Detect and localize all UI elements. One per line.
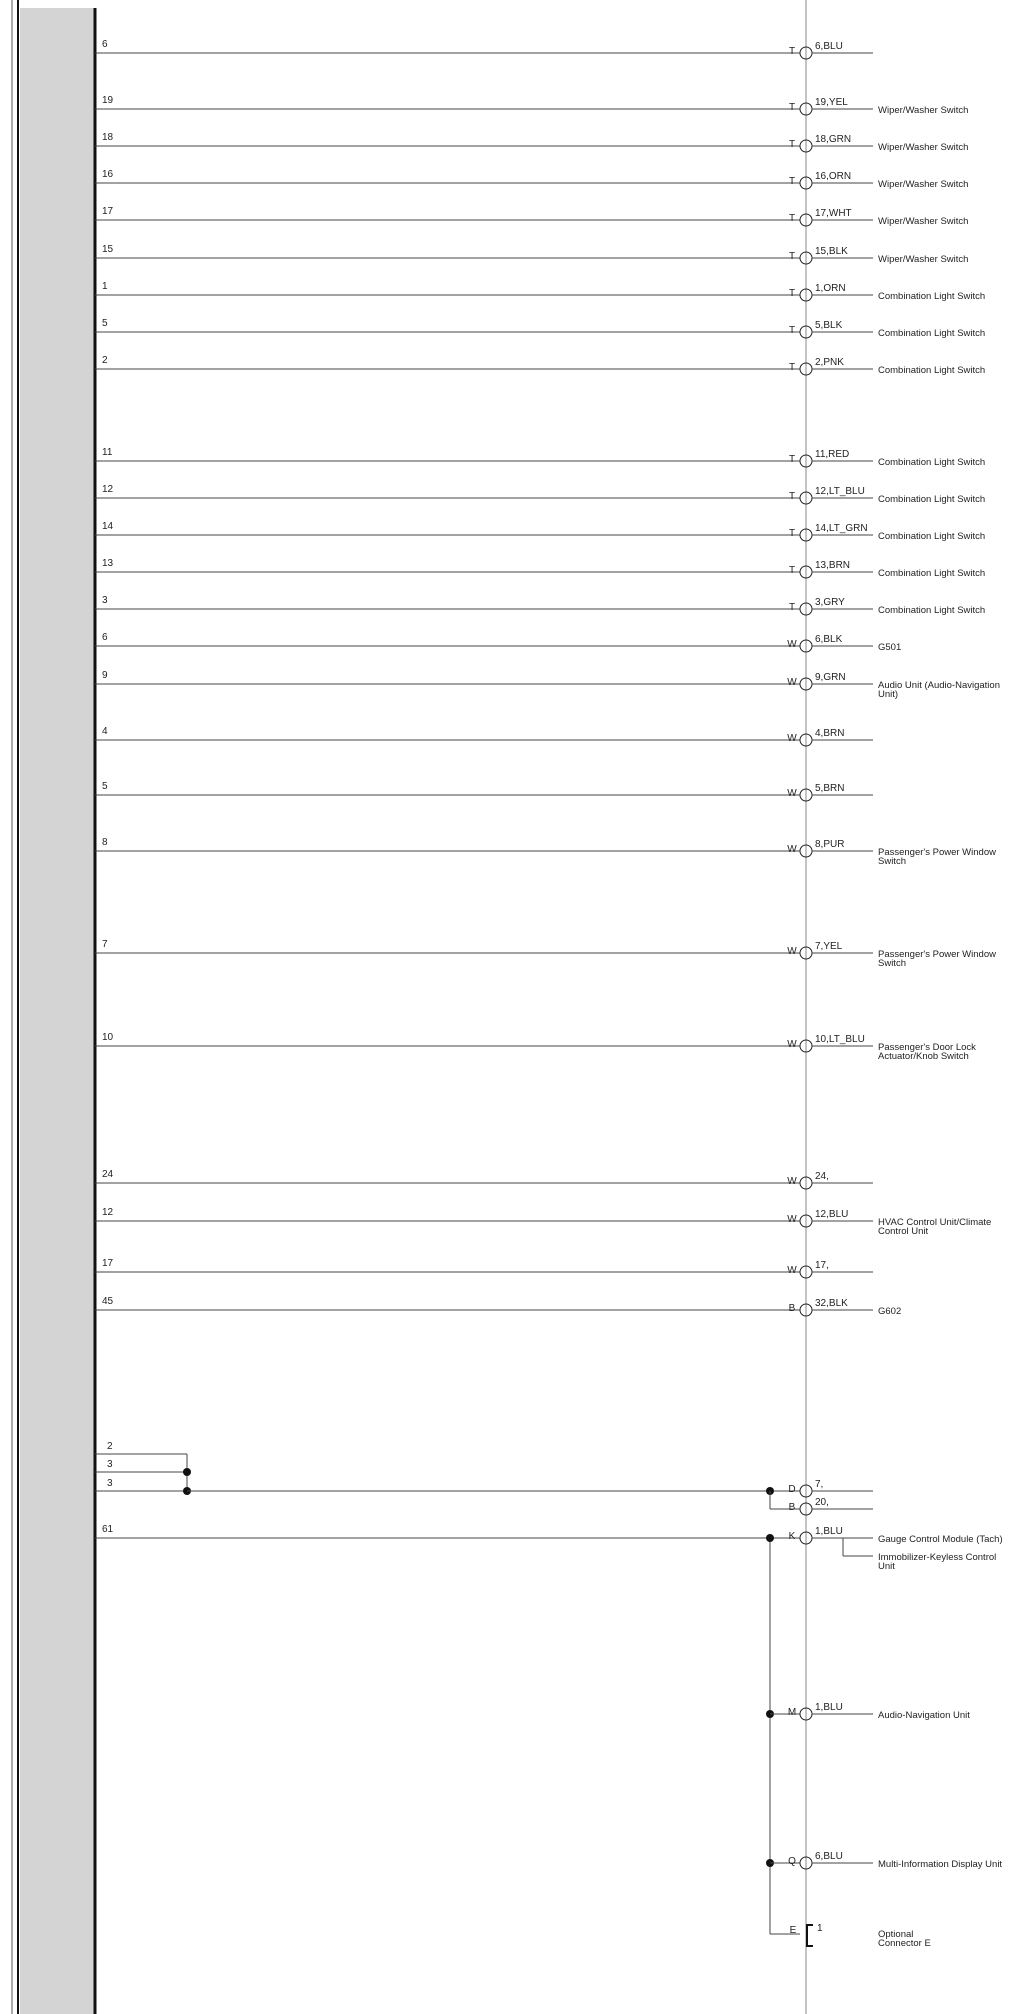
pin-number: 7 <box>102 939 108 950</box>
connector-symbol <box>800 252 806 264</box>
pin-number: 12 <box>102 1207 114 1218</box>
component-label: Audio-Navigation Unit <box>878 1710 970 1721</box>
wire-row <box>95 206 968 227</box>
pin-number: 17 <box>102 1258 114 1269</box>
pin-number: 6 <box>102 632 108 643</box>
component-label: Passenger's Power Window <box>878 847 996 858</box>
connector-symbol <box>800 845 806 857</box>
component-label: Passenger's Power Window <box>878 949 996 960</box>
connector-letter: K <box>788 1531 796 1542</box>
connector-symbol <box>800 214 806 226</box>
connector-symbol <box>800 1485 806 1497</box>
wire-color-label: 12,BLU <box>815 1209 849 1220</box>
wire-row <box>95 726 873 746</box>
wire-row <box>95 447 985 468</box>
splice-dot <box>766 1534 774 1542</box>
component-label: Combination Light Switch <box>878 365 986 376</box>
component-label: Connector E <box>878 1938 931 1949</box>
connector-letter: B <box>788 1502 796 1513</box>
joined-pin <box>95 1459 187 1472</box>
connector-letter: W <box>787 677 797 688</box>
pin-number: 9 <box>102 670 108 681</box>
splice-layer <box>95 1441 873 1515</box>
connector-symbol <box>800 326 806 338</box>
wire-color-label: 16,ORN <box>815 171 852 182</box>
connector-symbol <box>800 1532 806 1544</box>
wire-row <box>95 132 968 153</box>
pin-number: 3 <box>102 595 108 606</box>
pin-number: 2 <box>102 355 108 366</box>
module-block <box>12 0 95 2014</box>
wire-row <box>95 837 996 867</box>
pin-number: 6 <box>102 39 108 50</box>
wire-color-label: 13,BRN <box>815 560 851 571</box>
pin-number: 5 <box>102 781 108 792</box>
wire-row <box>95 1207 991 1237</box>
bus-connector <box>766 1702 970 1721</box>
pin-number: 10 <box>102 1032 114 1043</box>
component-label: G501 <box>878 642 902 653</box>
connector-symbol <box>800 1857 806 1869</box>
connector-symbol <box>800 640 806 652</box>
component-label: Combination Light Switch <box>878 494 986 505</box>
connector-symbol <box>800 1304 806 1316</box>
pin-number: 15 <box>102 244 114 255</box>
connector-symbol <box>800 1266 806 1278</box>
connector-letter: T <box>788 46 796 57</box>
pin-number: 14 <box>102 521 114 532</box>
wire-color-label: 20, <box>815 1497 829 1508</box>
component-label: Wiper/Washer Switch <box>878 105 969 116</box>
component-label: HVAC Control Unit/Climate <box>878 1217 992 1228</box>
wire-row <box>95 1169 873 1189</box>
wire-color-label: 32,BLK <box>815 1298 848 1309</box>
component-label: Wiper/Washer Switch <box>878 179 969 190</box>
connector-letter: D <box>788 1484 796 1495</box>
wire-color-label: 5,BLK <box>815 320 843 331</box>
component-label: Wiper/Washer Switch <box>878 216 969 227</box>
splice-connector <box>789 1497 873 1515</box>
splice-connector <box>788 1479 873 1497</box>
wire-row <box>95 244 968 265</box>
component-label: Unit <box>878 1561 895 1572</box>
connector-symbol <box>800 177 806 189</box>
connector-symbol <box>800 289 806 301</box>
pin-number: 5 <box>102 318 108 329</box>
connector-letter: E <box>789 1925 797 1936</box>
connector-symbol <box>800 678 806 690</box>
bus-connector <box>766 1526 1003 1545</box>
splice-dot <box>183 1468 191 1476</box>
pin-number: 3 <box>107 1478 113 1489</box>
connector-letter: T <box>788 176 796 187</box>
joined-pin <box>95 1441 187 1454</box>
pin-number: 2 <box>107 1441 113 1452</box>
connector-symbol <box>800 789 806 801</box>
connector-letter: T <box>788 213 796 224</box>
connector-letter: W <box>787 1214 797 1225</box>
connector-letter: T <box>788 454 796 465</box>
pin-number: 12 <box>102 484 114 495</box>
connector-symbol <box>800 566 806 578</box>
wire-row <box>95 670 1000 700</box>
wire-row <box>95 632 901 653</box>
pin-number: 17 <box>102 206 114 217</box>
connector-letter: T <box>788 251 796 262</box>
connector-symbol <box>800 1040 806 1052</box>
wire-row <box>95 781 873 801</box>
connector-letter: M <box>787 1707 797 1718</box>
wire-color-label: 19,YEL <box>815 97 848 108</box>
connector-letter: T <box>788 565 796 576</box>
connector-symbol <box>800 492 806 504</box>
wire-color-label: 9,GRN <box>815 672 846 683</box>
wire-color-label: 7,YEL <box>815 941 843 952</box>
wire-color-label: 6,BLU <box>815 1851 843 1862</box>
wire-color-label: 10,LT_BLU <box>815 1034 865 1045</box>
wire-color-label: 1,BLU <box>815 1526 843 1537</box>
connector-letter: W <box>787 1039 797 1050</box>
wire-color-label: 7, <box>815 1479 824 1490</box>
connector-symbol <box>800 140 806 152</box>
wire-color-label: 12,LT_BLU <box>815 486 865 497</box>
connector-symbol <box>800 1708 806 1720</box>
component-label: Combination Light Switch <box>878 568 986 579</box>
wire-row <box>95 1032 976 1062</box>
connector-letter: T <box>788 362 796 373</box>
wire-color-label: 14,LT_GRN <box>815 523 868 534</box>
connector-letter: Q <box>788 1856 796 1867</box>
wire-row <box>95 1296 901 1317</box>
bus-layer <box>95 1524 1003 1949</box>
wire-color-label: 2,PNK <box>815 357 844 368</box>
connector-symbol <box>800 47 806 59</box>
connector-symbol <box>800 734 806 746</box>
wire-row <box>95 521 985 542</box>
component-label: Combination Light Switch <box>878 531 986 542</box>
connector-symbol <box>800 103 806 115</box>
connector-letter: W <box>787 1176 797 1187</box>
wire-color-label: 1,BLU <box>815 1702 843 1713</box>
component-label: Audio Unit (Audio-Navigation <box>878 680 1000 691</box>
pin-number: 24 <box>102 1169 114 1180</box>
connector-symbol <box>800 603 806 615</box>
wire-row <box>95 281 985 302</box>
component-label: Passenger's Door Lock <box>878 1042 976 1053</box>
pin-number: 4 <box>102 726 108 737</box>
connector-letter: W <box>787 733 797 744</box>
wire-color-label: 4,BRN <box>815 728 845 739</box>
joined-pin <box>95 1478 187 1491</box>
wire-color-label: 15,BLK <box>815 246 848 257</box>
component-label: Combination Light Switch <box>878 605 986 616</box>
connector-letter: W <box>787 788 797 799</box>
wire-color-label: 24, <box>815 1171 829 1182</box>
pin-number: 1 <box>817 1923 823 1934</box>
connector-letter: W <box>787 946 797 957</box>
wire-color-label: 11,RED <box>815 449 850 460</box>
pin-number: 16 <box>102 169 114 180</box>
wire-color-label: 6,BLU <box>815 41 843 52</box>
connector-letter: W <box>787 1265 797 1276</box>
connector-letter: T <box>788 528 796 539</box>
component-label: Wiper/Washer Switch <box>878 142 969 153</box>
component-label: Gauge Control Module (Tach) <box>878 1534 1003 1545</box>
connector-symbol <box>800 947 806 959</box>
pin-number: 61 <box>102 1524 114 1535</box>
pin-number: 8 <box>102 837 108 848</box>
wire-row <box>95 355 985 376</box>
component-label: Combination Light Switch <box>878 328 986 339</box>
component-label: Immobilizer-Keyless Control <box>878 1552 997 1563</box>
wire-row <box>95 39 873 59</box>
wire-row <box>95 595 985 616</box>
component-label: Combination Light Switch <box>878 291 986 302</box>
connector-symbol <box>800 1215 806 1227</box>
connector-letter: T <box>788 491 796 502</box>
pin-number: 19 <box>102 95 114 106</box>
component-label: Switch <box>878 958 906 969</box>
optional-connector-bracket <box>807 1925 813 1946</box>
connector-symbol <box>800 529 806 541</box>
wire-color-label: 18,GRN <box>815 134 852 145</box>
connector-letter: T <box>788 102 796 113</box>
pin-number: 1 <box>102 281 108 292</box>
wire-color-label: 1,ORN <box>815 283 846 294</box>
component-label: Actuator/Knob Switch <box>878 1051 969 1062</box>
wire-color-label: 6,BLK <box>815 634 843 645</box>
connector-letter: W <box>787 844 797 855</box>
wire-color-label: 17, <box>815 1260 829 1271</box>
component-label: Unit) <box>878 689 899 700</box>
wire-color-label: 3,GRY <box>815 597 845 608</box>
wire-row <box>95 1258 873 1278</box>
pin-number: 3 <box>107 1459 113 1470</box>
wire-row <box>95 939 996 969</box>
wire-color-label: 5,BRN <box>815 783 845 794</box>
connector-letter: T <box>788 602 796 613</box>
wire-row <box>95 169 968 190</box>
pin-number: 11 <box>102 447 113 458</box>
connector-symbol <box>800 1177 806 1189</box>
connector-letter: T <box>788 288 796 299</box>
pin-number: 13 <box>102 558 114 569</box>
wire-color-label: 8,PUR <box>815 839 845 850</box>
connector-letter: W <box>787 639 797 650</box>
connector-letter: T <box>788 325 796 336</box>
component-label: Control Unit <box>878 1226 929 1237</box>
wire-row <box>95 484 985 505</box>
component-label: Wiper/Washer Switch <box>878 254 969 265</box>
connector-symbol <box>800 1503 806 1515</box>
wire-color-label: 17,WHT <box>815 208 852 219</box>
pin-number: 45 <box>102 1296 114 1307</box>
component-label: Optional <box>878 1929 914 1940</box>
bus-connector <box>766 1851 1002 1870</box>
pin-number: 18 <box>102 132 114 143</box>
component-label: G602 <box>878 1306 902 1317</box>
connector-symbol <box>800 363 806 375</box>
connector-symbol <box>800 455 806 467</box>
connector-letter: B <box>788 1303 796 1314</box>
connector-letter: T <box>788 139 796 150</box>
component-label: Multi-Information Display Unit <box>878 1859 1003 1870</box>
component-label: Switch <box>878 856 906 867</box>
wire-row <box>95 95 968 116</box>
component-label: Combination Light Switch <box>878 457 986 468</box>
wire-row <box>95 558 985 579</box>
wires-layer <box>95 39 1000 1317</box>
wire-row <box>95 318 985 339</box>
